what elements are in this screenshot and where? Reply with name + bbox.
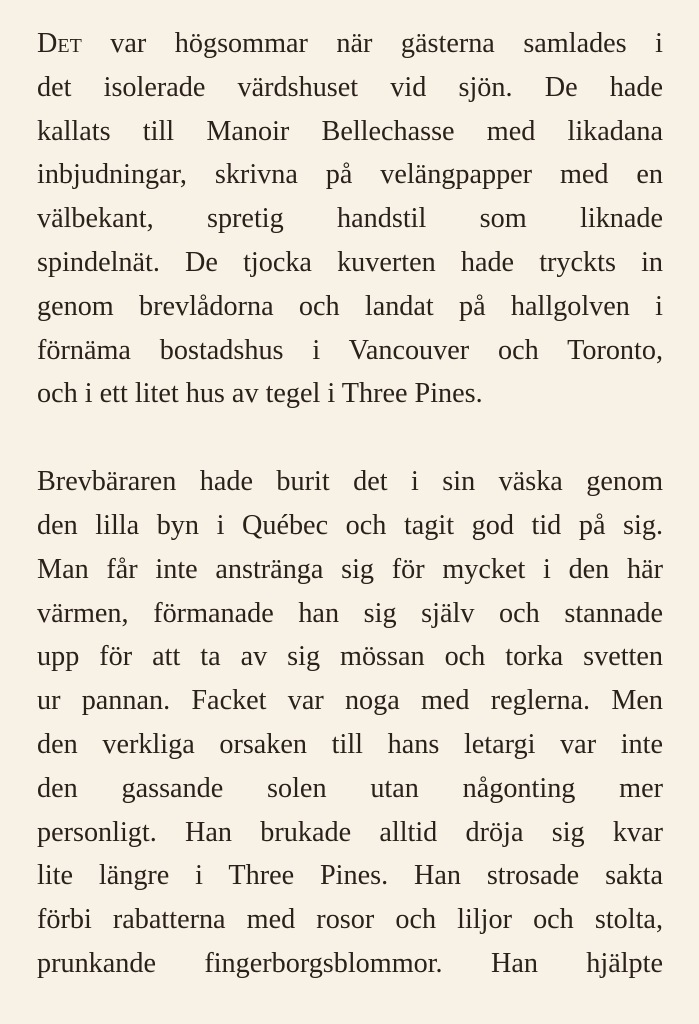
text-line: Det var högsommar när gästerna samlades i (37, 28, 663, 59)
text-line: den gassande solen utan någonting mer (37, 772, 663, 804)
text-line: kallats till Manoir Bellechasse med likadana (37, 115, 663, 147)
text-line: välbekant, spretig handstil som liknade (37, 203, 663, 235)
text-line: värmen, förmanade han sig själv och stannade (37, 597, 663, 629)
paragraph-2 (37, 460, 663, 986)
reading-pane[interactable] (37, 22, 663, 986)
text-line: Brevbäraren hade burit det i sin väska genom (37, 466, 663, 498)
text-line: lite längre i Three Pines. Han strosade sakta (37, 860, 663, 892)
text-line: den verkliga orsaken till hans letargi var inte (37, 728, 663, 760)
text-line: och i ett litet hus av tegel i Three Pines. (37, 378, 483, 410)
drop-lead-word: Det (37, 28, 82, 59)
paragraph-1 (37, 22, 663, 416)
text-line: ur pannan. Facket var noga med reglerna. Men (37, 685, 663, 717)
text-line: den lilla byn i Québec och tagit god tid på sig. (37, 509, 663, 541)
text-line: upp för att ta av sig mössan och torka svetten (37, 641, 663, 673)
text-line: spindelnät. De tjocka kuverten hade tryckts in (37, 246, 663, 278)
text-line: det isolerade värdshuset vid sjön. De hade (37, 71, 663, 103)
text-line: förnäma bostadshus i Vancouver och Toronto, (37, 334, 663, 366)
text-line: prunkande fingerborgsblommor. Han hjälpte (37, 947, 663, 979)
text-line: Man får inte anstränga sig för mycket i den här (37, 553, 663, 585)
text-line: inbjudningar, skrivna på velängpapper med en (37, 159, 663, 191)
text-line: förbi rabatterna med rosor och liljor och stolta, (37, 904, 663, 936)
text-line: genom brevlådorna och landat på hallgolven i (37, 290, 663, 322)
text-line: personligt. Han brukade alltid dröja sig kvar (37, 816, 663, 848)
